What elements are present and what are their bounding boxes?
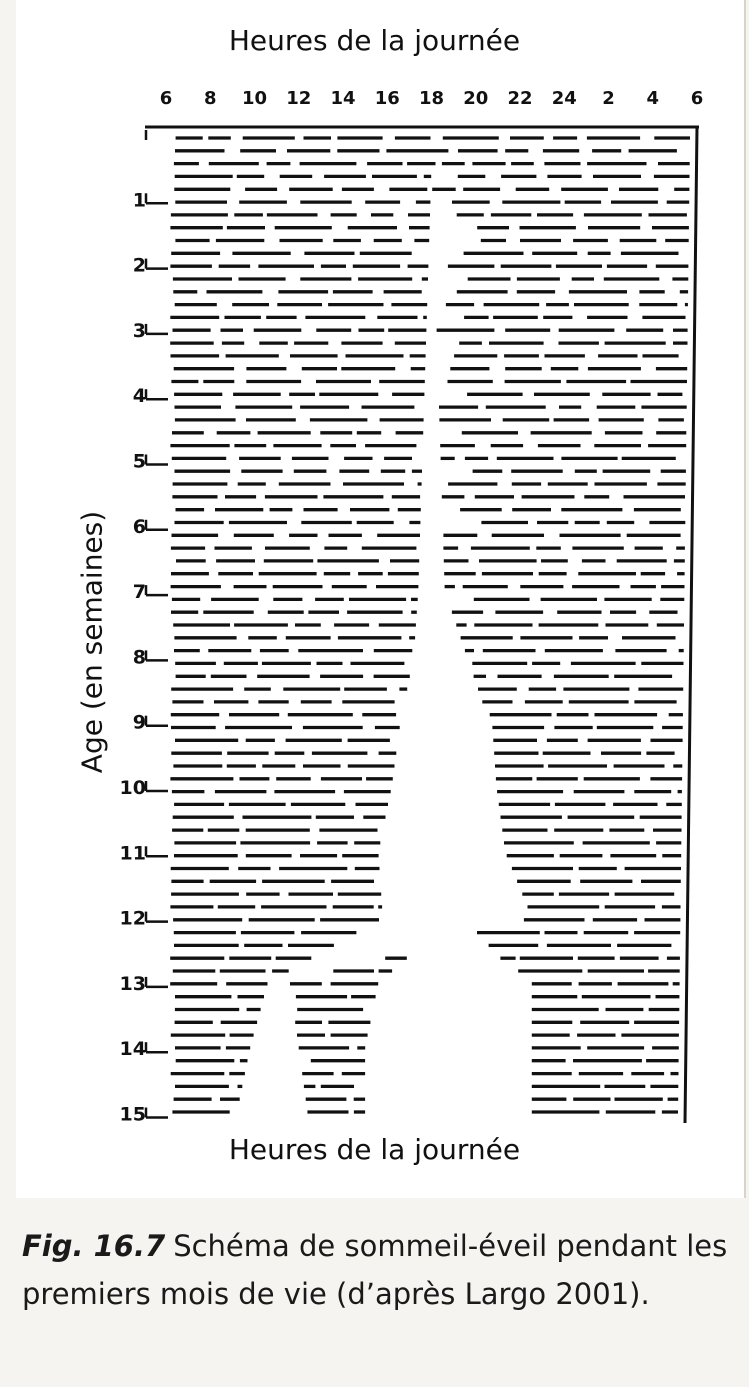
sleep-segments bbox=[170, 138, 690, 1112]
figure-caption-text: Schéma de sommeil-éveil pendant les premiers mois de vie (d’après Largo 2001). bbox=[22, 1229, 728, 1311]
x-tick-label: 6 bbox=[690, 88, 704, 109]
y-tick-label: 5 bbox=[132, 450, 146, 473]
y-tick-label: 11 bbox=[119, 842, 146, 865]
x-tick-labels bbox=[160, 88, 704, 109]
y-tick-label: 8 bbox=[132, 646, 146, 669]
y-tick-label: 13 bbox=[119, 972, 146, 995]
y-tick-label: 12 bbox=[119, 907, 146, 930]
y-tick-label: 7 bbox=[132, 581, 146, 604]
x-axis-title-top: Heures de la journée bbox=[228, 24, 521, 57]
x-tick-label: 18 bbox=[418, 88, 445, 109]
x-tick-label: 6 bbox=[159, 88, 173, 109]
y-tick-label: 6 bbox=[132, 515, 146, 538]
x-tick-label: 2 bbox=[602, 88, 615, 109]
figure-caption bbox=[22, 1222, 742, 1318]
y-tick-label: 9 bbox=[132, 711, 146, 734]
y-tick-label: 2 bbox=[132, 254, 146, 277]
figure-number: Fig. 16.7 bbox=[22, 1229, 166, 1263]
y-tick-label: 4 bbox=[132, 385, 146, 408]
plot-right-border bbox=[685, 127, 697, 1123]
y-tick-label: 1 bbox=[132, 189, 146, 212]
x-tick-label: 10 bbox=[241, 88, 268, 109]
y-tick-labels bbox=[120, 130, 168, 1126]
y-axis-title: Age (en semaines) bbox=[75, 510, 109, 774]
x-tick-label: 4 bbox=[646, 88, 660, 109]
x-tick-label: 20 bbox=[463, 88, 489, 109]
x-tick-label: 14 bbox=[330, 88, 356, 109]
y-tick-label: 10 bbox=[119, 777, 146, 799]
x-tick-label: 16 bbox=[374, 88, 400, 109]
y-tick-label: 15 bbox=[119, 1103, 146, 1126]
x-tick-label: 8 bbox=[203, 88, 217, 109]
x-axis-title-bottom: Heures de la journée bbox=[228, 1133, 521, 1166]
x-tick-label: 24 bbox=[551, 88, 577, 109]
x-tick-label: 22 bbox=[507, 88, 533, 109]
y-tick-label: 3 bbox=[132, 319, 146, 342]
x-tick-label: 12 bbox=[286, 88, 312, 109]
y-tick-label: 14 bbox=[119, 1038, 146, 1061]
